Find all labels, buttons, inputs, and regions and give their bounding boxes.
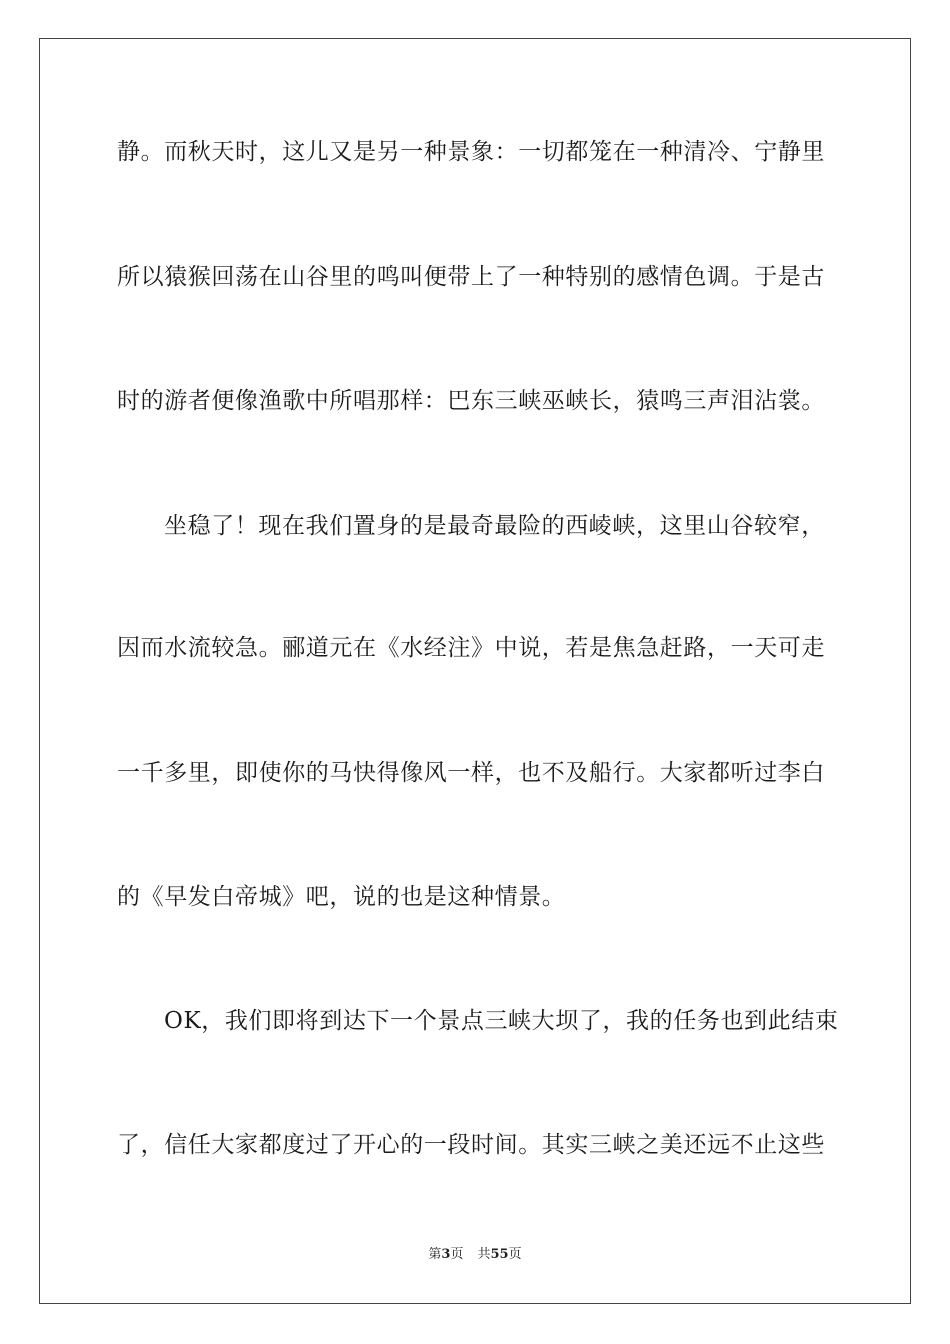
text-line-3: 时的游者便像渔歌中所唱那样：巴东三峡巫峡长，猿鸣三声泪沾裳。	[117, 388, 825, 414]
text-line-1: 静。而秋天时，这儿又是另一种景象：一切都笼在一种清冷、宁静里	[117, 139, 825, 165]
page-suffix: 页	[450, 1247, 464, 1262]
page-footer	[0, 1246, 950, 1264]
page-number: 3	[441, 1247, 451, 1262]
total-prefix: 共	[477, 1247, 491, 1262]
text-line-7: 的《早发白帝城》吧，说的也是这种情景。	[117, 884, 566, 910]
text-line-6: 一千多里，即使你的马快得像风一样，也不及船行。大家都听过李白	[117, 760, 825, 786]
page-border	[39, 38, 911, 1304]
text-line-2: 所以猿猴回荡在山谷里的鸣叫便带上了一种特别的感情色调。于是古	[117, 264, 825, 290]
text-line-4: 坐稳了！现在我们置身的是最奇最险的西崚峡，这里山谷较窄，	[164, 513, 825, 539]
text-line-9: 了，信任大家都度过了开心的一段时间。其实三峡之美还远不止这些	[117, 1132, 825, 1158]
total-pages: 55	[490, 1247, 509, 1262]
text-line-5: 因而水流较急。郦道元在《水经注》中说，若是焦急赶路，一天可走	[117, 635, 825, 661]
text-line-8: OK，我们即将到达下一个景点三峡大坝了，我的任务也到此结束	[164, 1008, 839, 1034]
total-suffix: 页	[508, 1247, 522, 1262]
page-prefix: 第	[428, 1247, 442, 1262]
